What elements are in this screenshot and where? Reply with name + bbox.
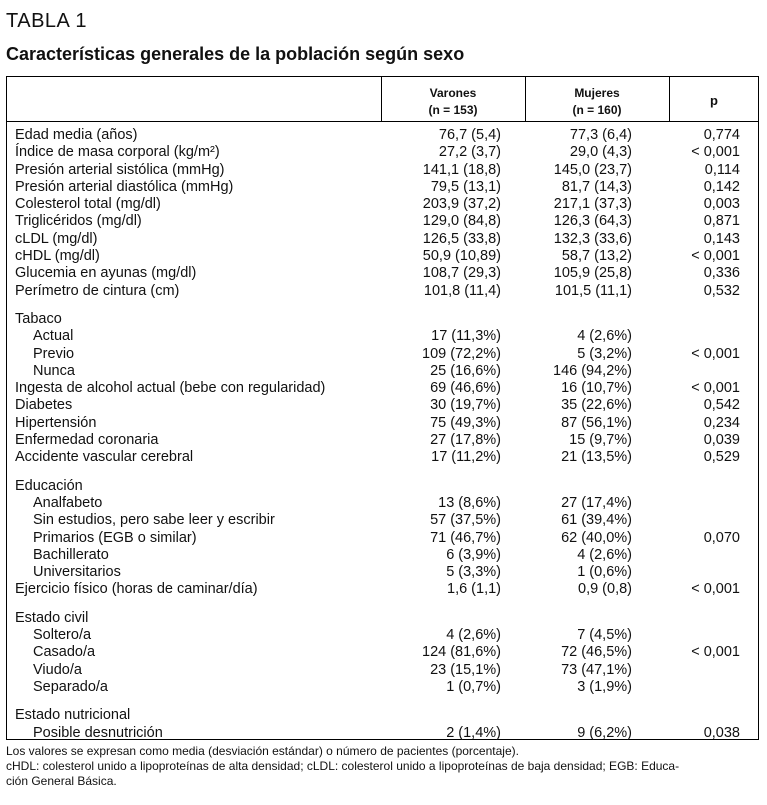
cell-varones: 13 (8,6%) [438,494,501,511]
row-label: Casado/a [33,644,96,661]
row-label: Colesterol total (mg/dl) [15,196,161,213]
table-row [7,512,758,529]
cell-p-value: < 0,001 [691,581,740,598]
footnote: ción General Básica. [6,774,117,788]
cell-varones: 17 (11,3%) [431,328,501,345]
cell-mujeres: 61 (39,4%) [561,512,632,529]
cell-mujeres: 58,7 (13,2) [561,248,632,265]
cell-varones: 75 (49,3%) [430,414,501,431]
row-label: Glucemia en ayunas (mg/dl) [15,265,197,282]
row-label: Triglicéridos (mg/dl) [15,213,142,230]
cell-p-value: 0,114 [704,161,740,178]
table-row [7,449,758,466]
cell-varones: 126,5 (33,8) [422,230,501,247]
cell-varones: 50,9 (10,89) [422,248,501,265]
table-footnotes [6,744,761,789]
table-row [7,265,758,282]
table-row [7,415,758,432]
row-label: Estado civil [15,609,89,626]
table-row [7,380,758,397]
cell-p-value: 0,142 [703,178,740,195]
cell-p-value: 0,529 [703,449,740,466]
cell-varones: 141,1 (18,8) [422,161,501,178]
row-label: Hipertensión [15,414,97,431]
cell-varones: 30 (19,7%) [430,397,501,414]
row-label: Separado/a [33,678,108,695]
row-label: Educación [15,477,83,494]
cell-varones: 17 (11,2%) [431,449,501,466]
cell-varones: 4 (2,6%) [446,627,501,644]
table-row [7,662,758,679]
row-label: Nunca [33,362,75,379]
table-row [7,432,758,449]
cell-mujeres: 146 (94,2%) [553,362,632,379]
table-row [7,547,758,564]
cell-varones: 27 (17,8%) [430,432,501,449]
cell-mujeres: 16 (10,7%) [561,380,632,397]
cell-mujeres: 1 (0,6%) [577,564,632,581]
cell-mujeres: 29,0 (4,3) [569,144,632,161]
cell-p-value: < 0,001 [691,380,740,397]
cell-varones: 23 (15,1%) [430,661,501,678]
row-label: Soltero/a [33,627,92,644]
cell-mujeres: 4 (2,6%) [577,328,632,345]
table-row [7,725,758,742]
cell-varones: 203,9 (37,2) [422,196,501,213]
cell-mujeres: 101,5 (11,1) [554,282,632,299]
cell-mujeres: 217,1 (37,3) [553,196,632,213]
table-row [7,363,758,380]
cell-mujeres: 77,3 (6,4) [569,127,632,143]
cell-mujeres: 35 (22,6%) [561,397,632,414]
cell-mujeres: 9 (6,2%) [577,724,632,741]
cell-p-value: 0,003 [703,196,740,213]
table-row [7,179,758,196]
row-label: Presión arterial sistólica (mmHg) [15,161,225,178]
row-label: Presión arterial diastólica (mmHg) [15,178,234,195]
cell-mujeres: 87 (56,1%) [561,414,632,431]
cell-mujeres: 15 (9,7%) [569,432,632,449]
table-row [7,213,758,230]
cell-p-value: 0,336 [703,265,740,282]
cell-mujeres: 7 (4,5%) [577,627,632,644]
row-label: Estado nutricional [15,707,131,724]
row-label: Sin estudios, pero sabe leer y escribir [33,512,275,529]
row-label: Perímetro de cintura (cm) [15,282,180,299]
row-label: Primarios (EGB o similar) [33,529,197,546]
cell-mujeres: 132,3 (33,6) [553,230,632,247]
row-label: Índice de masa corporal (kg/m²) [15,144,220,161]
cell-p-value: 0,542 [703,397,740,414]
cell-p-value: 0,039 [703,432,740,449]
row-label: Previo [33,345,75,362]
table-row [7,564,758,581]
cell-mujeres: 73 (47,1%) [561,661,632,678]
cell-p-value: 0,871 [703,213,740,230]
cell-varones: 108,7 (29,3) [422,265,501,282]
row-label: Actual [33,328,74,345]
table-row [7,283,758,300]
cell-mujeres: 0,9 (0,8) [578,581,632,598]
cell-p-value: 0,038 [703,724,740,741]
table-row [7,495,758,512]
table-title: Características generales de la población según sexo [6,44,465,64]
column-header-mujeres [525,85,669,119]
cell-p-value: 0,070 [703,529,740,546]
footnote: cHDL: colesterol unido a lipoproteínas de alta densidad; cLDL: colesterol unido a lipoproteínas de baja densidad; EGB: Educa- [6,759,680,773]
footnote: Los valores se expresan como media (desviación estándar) o número de pacientes (porcentaje). [6,744,519,758]
table-row [7,610,758,627]
cell-varones: 57 (37,5%) [430,512,501,529]
cell-mujeres: 27 (17,4%) [561,494,632,511]
column-header-varones-label: Varones [429,86,477,100]
data-table [6,76,759,740]
cell-varones: 5 (3,3%) [446,564,501,581]
row-label: Universitarios [33,564,121,581]
cell-mujeres: 4 (2,6%) [577,546,632,563]
cell-varones: 101,8 (11,4) [423,282,501,299]
cell-p-value: 0,234 [703,414,740,431]
cell-varones: 71 (46,7%) [430,529,501,546]
header-separator [7,121,758,122]
column-header-varones [381,85,525,119]
column-header-p: p [710,93,718,108]
row-label: Diabetes [15,397,73,414]
table-row [7,328,758,345]
row-label: Edad media (años) [15,127,138,143]
cell-varones: 76,7 (5,4) [438,127,501,143]
table-row [7,581,758,598]
row-label: Analfabeto [33,494,103,511]
cell-mujeres: 21 (13,5%) [561,449,632,466]
cell-p-value: < 0,001 [691,644,740,661]
cell-mujeres: 62 (40,0%) [561,529,632,546]
table-label: TABLA 1 [6,10,87,32]
cell-varones: 1,6 (1,1) [447,581,501,598]
cell-p-value: 0,143 [703,230,740,247]
column-header-mujeres-n: (n = 160) [572,103,622,117]
cell-mujeres: 72 (46,5%) [561,644,632,661]
cell-varones: 6 (3,9%) [446,546,501,563]
cell-p-value: 0,532 [703,282,740,299]
table-row [7,346,758,363]
table-row [7,644,758,661]
table-row [7,144,758,161]
row-label: Bachillerato [33,546,109,563]
column-header-mujeres-label: Mujeres [574,86,620,100]
row-label: Tabaco [15,310,62,327]
cell-varones: 124 (81,6%) [422,644,501,661]
table-row [7,196,758,213]
table-row [7,162,758,179]
table-row [7,397,758,414]
cell-mujeres: 126,3 (64,3) [553,213,632,230]
row-label: cHDL (mg/dl) [15,248,100,265]
cell-varones: 129,0 (84,8) [422,213,501,230]
row-label: Viudo/a [33,661,82,678]
cell-varones: 2 (1,4%) [446,724,501,741]
table-row [7,248,758,265]
row-label: Enfermedad coronaria [15,432,159,449]
cell-varones: 69 (46,6%) [430,380,501,397]
cell-varones: 27,2 (3,7) [438,144,501,161]
table-row [7,707,758,724]
cell-varones: 25 (16,6%) [430,362,501,379]
table-row [7,679,758,696]
cell-varones: 1 (0,7%) [446,678,501,695]
table-row [7,478,758,495]
row-label: Ejercicio físico (horas de caminar/día) [15,581,258,598]
cell-varones: 109 (72,2%) [422,345,501,362]
row-label: Ingesta de alcohol actual (bebe con regularidad) [15,380,326,397]
table-body [7,127,758,742]
cell-mujeres: 105,9 (25,8) [553,265,632,282]
cell-p-value: < 0,001 [691,248,740,265]
table-row [7,311,758,328]
row-label: cLDL (mg/dl) [15,230,98,247]
row-label: Accidente vascular cerebral [15,449,194,466]
table-row [7,530,758,547]
cell-p-value: 0,774 [703,127,740,143]
cell-p-value: < 0,001 [691,345,740,362]
cell-p-value: < 0,001 [691,144,740,161]
row-label: Posible desnutrición [33,724,163,741]
cell-mujeres: 3 (1,9%) [577,678,632,695]
table-row [7,231,758,248]
cell-varones: 79,5 (13,1) [430,178,501,195]
table-row [7,127,758,144]
table-row [7,627,758,644]
cell-mujeres: 81,7 (14,3) [561,178,632,195]
cell-mujeres: 5 (3,2%) [577,345,632,362]
column-header-varones-n: (n = 153) [428,103,478,117]
cell-mujeres: 145,0 (23,7) [553,161,632,178]
